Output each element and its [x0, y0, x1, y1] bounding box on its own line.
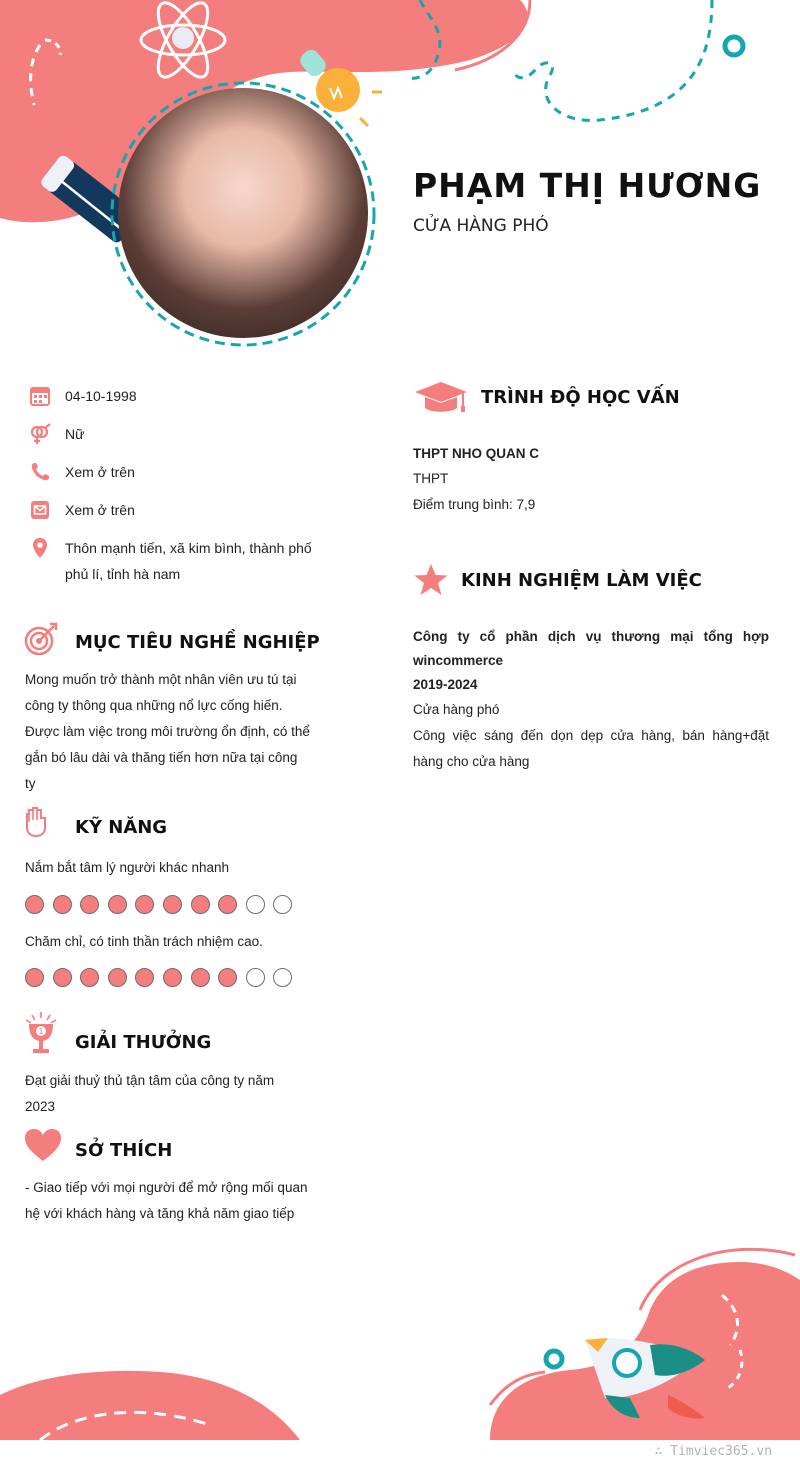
awards-line: 2023: [25, 1099, 56, 1114]
rating-dot-filled: [108, 968, 127, 987]
rating-dot-filled: [163, 895, 182, 914]
hobbies-line: - Giao tiếp với mọi người để mở rộng mối quan: [25, 1180, 308, 1195]
rating-dot-filled: [218, 895, 237, 914]
experience-title: KINH NGHIỆM LÀM VIỆC: [461, 570, 702, 591]
awards-title: GIẢI THƯỞNG: [75, 1032, 212, 1053]
work-description: Công việc sáng đến dọn dẹp cửa hàng, bán hàng+đặt: [413, 728, 769, 743]
rating-dot-filled: [191, 968, 210, 987]
contact-text: Xem ở trên: [65, 502, 135, 518]
company-name-cont: wincommerce: [413, 653, 504, 668]
objective-line: gắn bó lâu dài và thăng tiến hơn nữa tại công: [25, 750, 298, 765]
contact-text: Nữ: [65, 426, 85, 442]
rating-dot-filled: [80, 968, 99, 987]
objective-text: [25, 667, 318, 797]
profile-photo: [118, 88, 368, 338]
target-icon: [24, 622, 58, 656]
education-title: TRÌNH ĐỘ HỌC VẤN: [481, 387, 680, 408]
skill-rating: [25, 895, 301, 914]
rating-dot-filled: [108, 895, 127, 914]
objective-line: công ty thông qua những nổ lực cống hiến.: [25, 698, 283, 713]
awards-text: [25, 1068, 318, 1120]
objective-title: MỤC TIÊU NGHỀ NGHIỆP: [75, 632, 320, 653]
contact-text: 04-10-1998: [65, 388, 137, 404]
school-name: THPT NHO QUAN C: [413, 446, 539, 461]
education-gpa: Điểm trung bình: 7,9: [413, 497, 536, 512]
skill-rating: [25, 968, 301, 987]
skill-name: Nắm bắt tâm lý người khác nhanh: [25, 860, 229, 875]
rating-dot-filled: [218, 968, 237, 987]
rating-dot-empty: [273, 895, 292, 914]
rating-dot-filled: [163, 968, 182, 987]
rating-dot-filled: [53, 968, 72, 987]
contact-email: [28, 498, 328, 523]
objective-line: ty: [25, 776, 36, 791]
location-icon: [28, 536, 52, 560]
contact-phone: [28, 460, 328, 485]
hobbies-text: [25, 1175, 318, 1227]
work-description-cont: hàng cho cửa hàng: [413, 754, 530, 769]
rating-dot-filled: [80, 895, 99, 914]
work-period: 2019-2024: [413, 677, 478, 692]
contact-address: [28, 536, 328, 587]
trophy-icon: [24, 1012, 58, 1056]
objective-line: Mong muốn trở thành một nhân viên ưu tú tại: [25, 672, 297, 687]
address-line: phủ lí, tỉnh hà nam: [65, 566, 181, 582]
rating-dot-filled: [135, 968, 154, 987]
watermark: ∴ Timviec365.vn: [654, 1444, 772, 1459]
awards-line: Đạt giải thuỷ thủ tận tâm của công ty năm: [25, 1073, 275, 1088]
company-name: Công ty cổ phần dịch vụ thương mại tổng hợp: [413, 629, 769, 644]
work-position: Cửa hàng phó: [413, 702, 500, 717]
fist-icon: [24, 806, 48, 838]
contact-birthday: [28, 384, 328, 409]
hobbies-line: hệ với khách hàng và tăng khả năm giao tiếp: [25, 1206, 295, 1221]
contact-text: Xem ở trên: [65, 464, 135, 480]
heart-icon: [24, 1128, 62, 1162]
candidate-name: PHẠM THỊ HƯƠNG: [413, 166, 762, 205]
rating-dot-filled: [25, 968, 44, 987]
address-line: Thôn mạnh tiến, xã kim bình, thành phố: [65, 540, 312, 556]
rating-dot-filled: [25, 895, 44, 914]
job-title: CỬA HÀNG PHÓ: [413, 216, 549, 236]
rating-dot-empty: [246, 895, 265, 914]
rating-dot-filled: [53, 895, 72, 914]
svg-text:1: 1: [38, 1027, 44, 1036]
objective-line: Được làm việc trong môi trường ổn định, có thể: [25, 724, 310, 739]
rating-dot-empty: [273, 968, 292, 987]
skills-title: KỸ NĂNG: [75, 817, 168, 838]
skill-name: Chăm chỉ, có tinh thần trách nhiệm cao.: [25, 934, 263, 949]
calendar-icon: [28, 384, 52, 408]
gender-icon: [28, 422, 52, 446]
education-level: THPT: [413, 471, 449, 486]
rating-dot-empty: [246, 968, 265, 987]
star-icon: [413, 563, 449, 597]
rating-dot-filled: [191, 895, 210, 914]
contact-gender: [28, 422, 328, 447]
phone-icon: [28, 460, 52, 484]
rating-dot-filled: [135, 895, 154, 914]
hobbies-title: SỞ THÍCH: [75, 1140, 173, 1161]
email-icon: [28, 498, 52, 522]
graduation-cap-icon: [413, 380, 469, 416]
